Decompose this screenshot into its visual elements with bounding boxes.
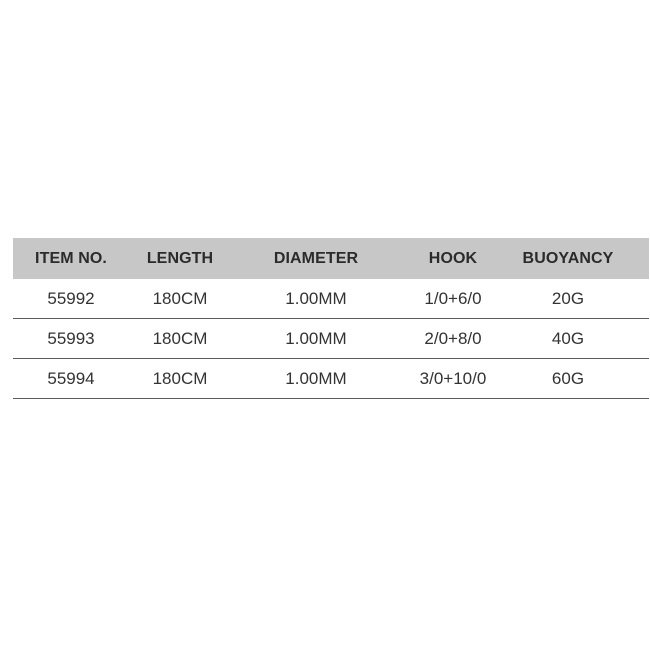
cell-hook: 1/0+6/0 [424,288,482,308]
cell-buoyancy: 60G [551,368,585,388]
cell-item-no: 55994 [47,368,95,388]
cell-hook: 2/0+8/0 [424,328,482,348]
cell-diameter: 1.00MM [285,328,347,348]
header-length: LENGTH [146,249,214,267]
cell-item-no: 55993 [47,328,95,348]
spec-table [13,238,649,399]
cell-length: 180CM [152,328,208,348]
cell-length: 180CM [152,368,208,388]
cell-buoyancy: 20G [551,288,585,308]
cell-hook: 3/0+10/0 [419,368,487,388]
cell-item-no: 55992 [47,288,95,308]
cell-diameter: 1.00MM [285,368,347,388]
table-row [13,359,649,399]
table-header-row [13,238,649,279]
cell-length: 180CM [152,288,208,308]
header-hook: HOOK [428,249,478,267]
table-row [13,279,649,319]
header-buoyancy: BUOYANCY [522,249,614,267]
cell-buoyancy: 40G [551,328,585,348]
cell-diameter: 1.00MM [285,288,347,308]
table-row [13,319,649,359]
header-diameter: DIAMETER [273,249,359,267]
header-item-no: ITEM NO. [35,249,107,267]
